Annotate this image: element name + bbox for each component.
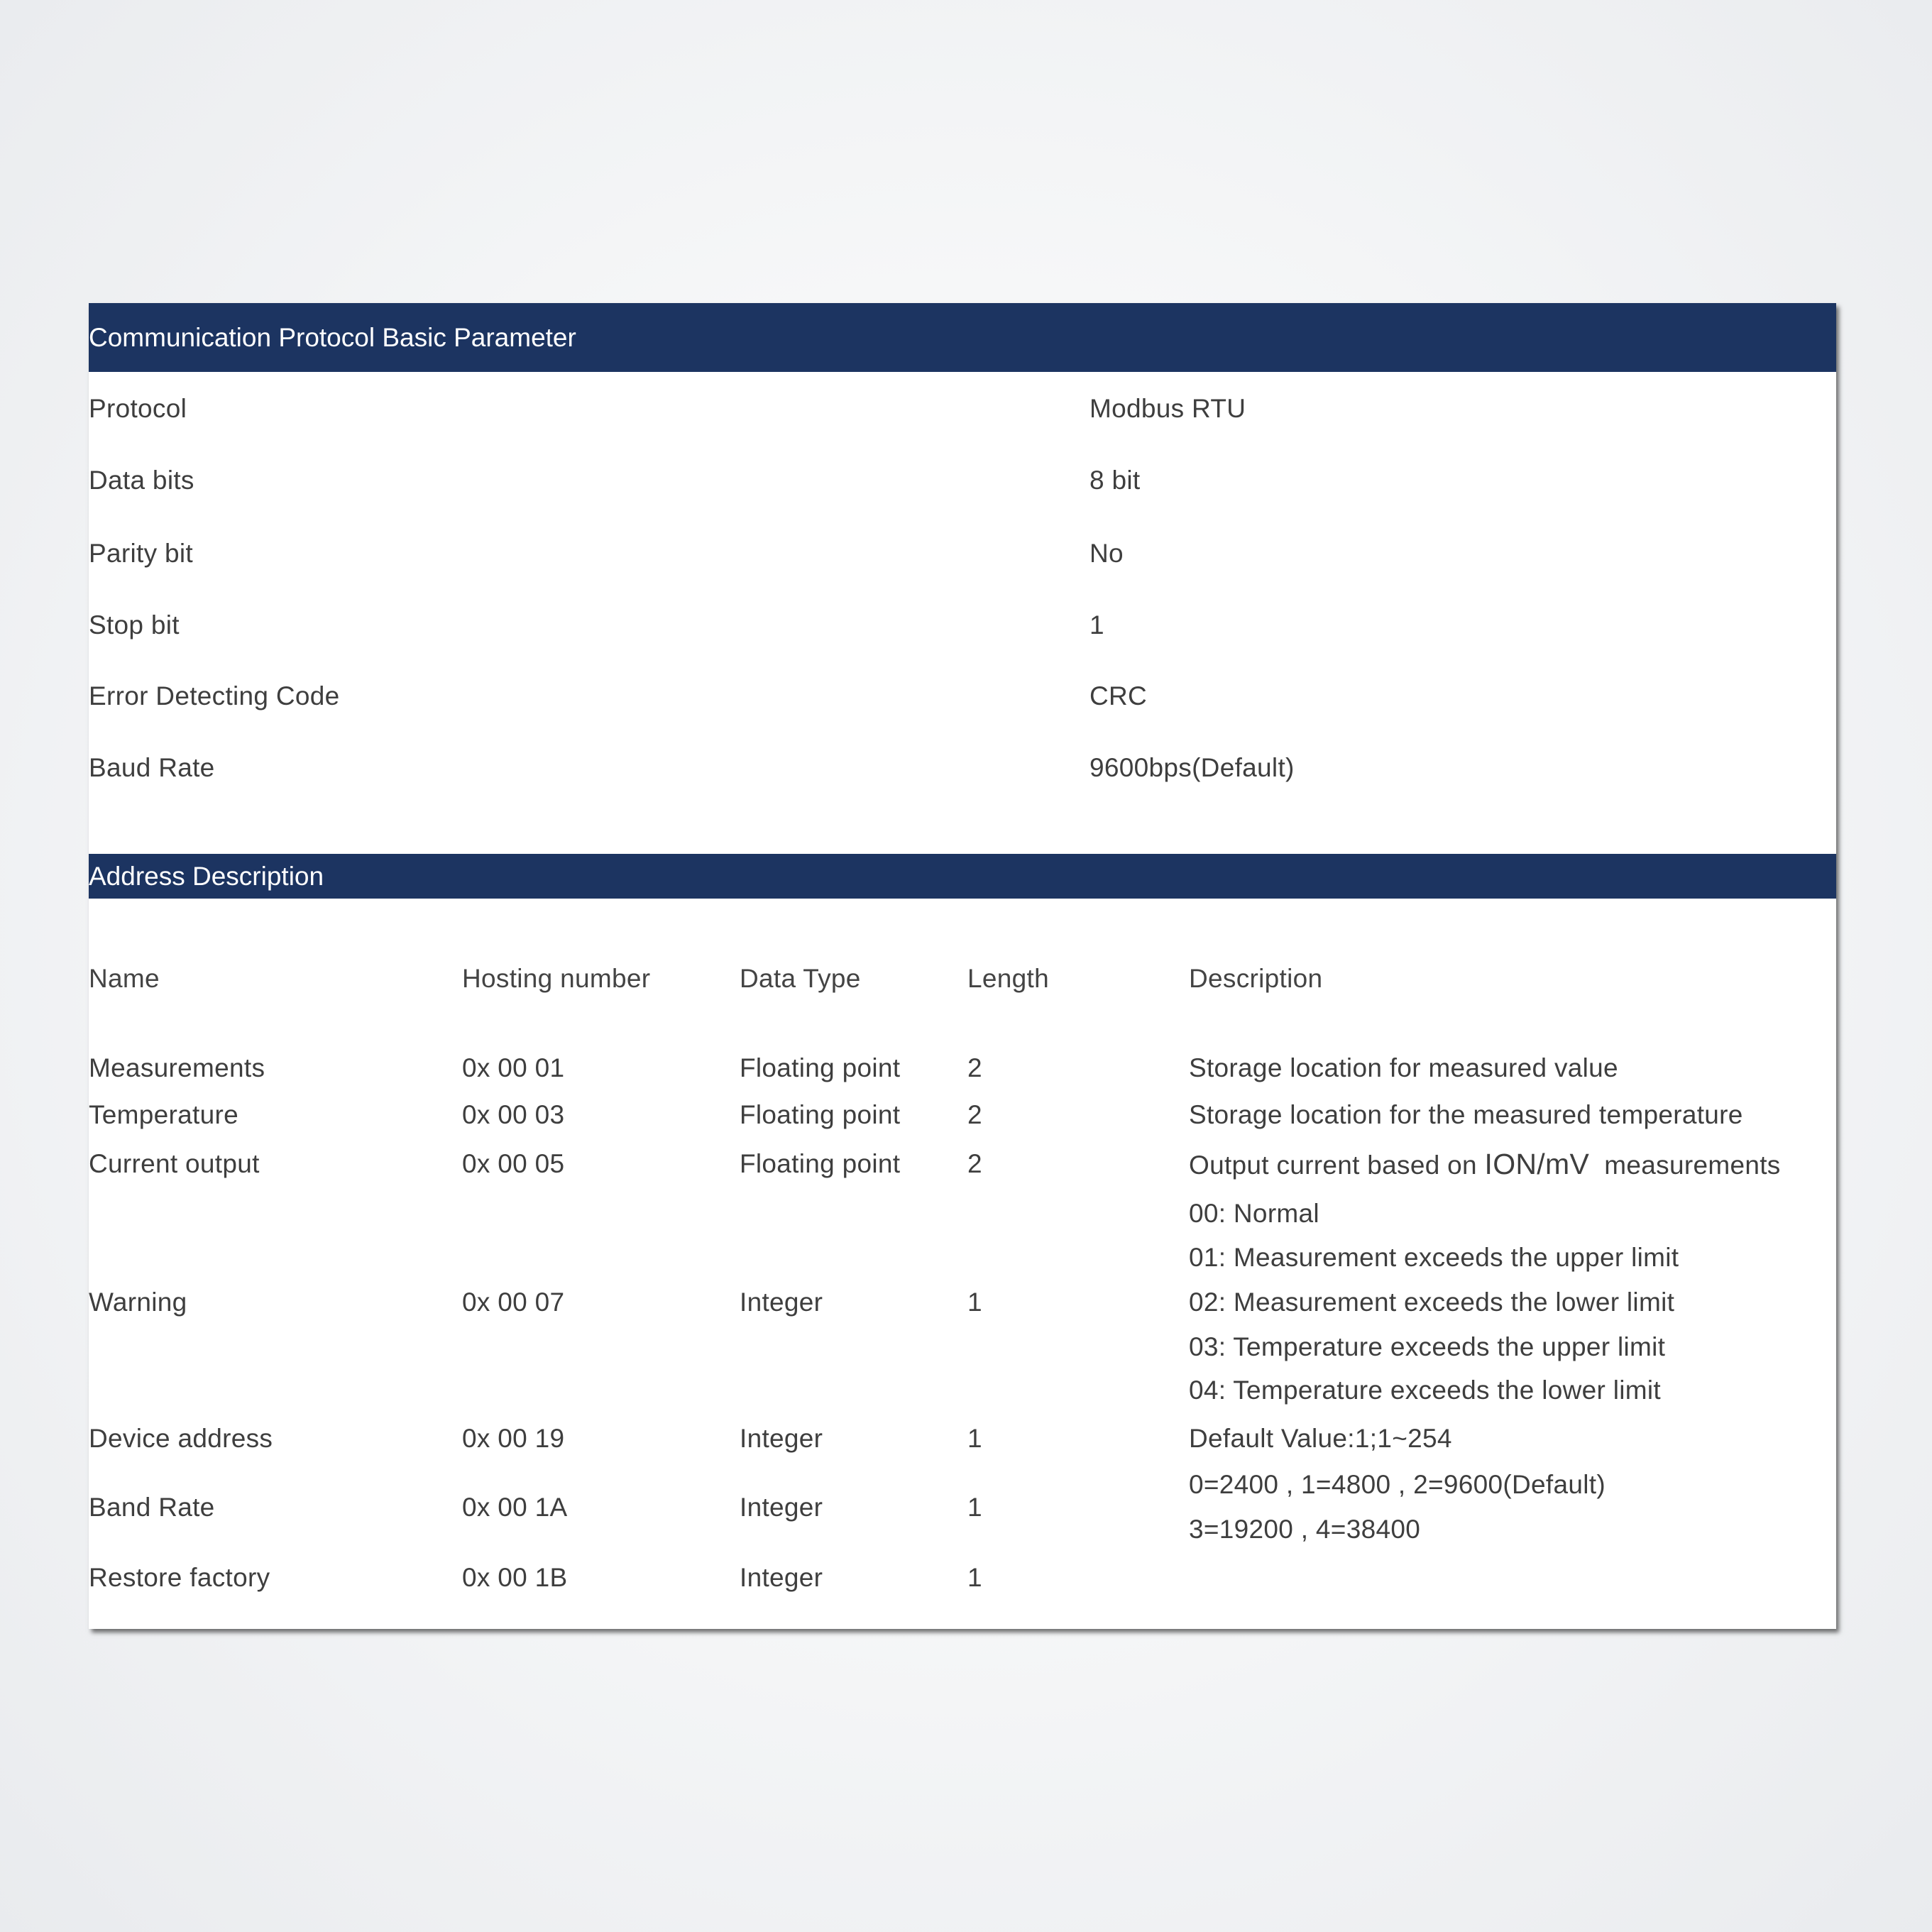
- address-description-title: Address Description: [89, 861, 324, 891]
- basic-label-protocol: Protocol: [89, 394, 187, 423]
- row-device-address-description: Default Value:1;1~254: [1189, 1424, 1452, 1453]
- row-temperature-length: 2: [967, 1100, 982, 1129]
- row-temperature-description: Storage location for the measured temperature: [1189, 1100, 1743, 1129]
- current-output-description-unit: ION/mV: [1484, 1148, 1590, 1180]
- row-band-rate-type: Integer: [740, 1493, 823, 1522]
- basic-label-data-bits: Data bits: [89, 466, 194, 495]
- basic-value-parity-bit: No: [1090, 539, 1124, 568]
- row-warning-length: 1: [967, 1288, 982, 1317]
- column-header-name: Name: [89, 964, 160, 993]
- column-header-length: Length: [967, 964, 1049, 993]
- basic-value-baud-rate: 9600bps(Default): [1090, 753, 1295, 782]
- row-current-output-description: [1189, 1148, 1781, 1181]
- row-temperature-name: Temperature: [89, 1100, 239, 1129]
- row-current-output-type: Floating point: [740, 1149, 901, 1178]
- row-restore-factory-type: Integer: [740, 1563, 823, 1592]
- basic-parameter-header: [89, 303, 1836, 372]
- row-restore-factory-hosting: 0x 00 1B: [462, 1563, 568, 1592]
- row-measurements-description: Storage location for measured value: [1189, 1053, 1618, 1082]
- basic-parameter-title: Communication Protocol Basic Parameter: [89, 322, 576, 352]
- basic-value-data-bits: 8 bit: [1090, 466, 1141, 495]
- row-band-rate-length: 1: [967, 1493, 982, 1522]
- band-rate-options-line-2: 3=19200 , 4=38400: [1189, 1515, 1421, 1544]
- row-restore-factory-name: Restore factory: [89, 1563, 270, 1592]
- row-device-address-name: Device address: [89, 1424, 273, 1453]
- row-warning-hosting: 0x 00 07: [462, 1288, 565, 1317]
- row-temperature-hosting: 0x 00 03: [462, 1100, 565, 1129]
- address-description-header: [89, 854, 1836, 899]
- basic-label-baud-rate: Baud Rate: [89, 753, 215, 782]
- row-band-rate-hosting: 0x 00 1A: [462, 1493, 568, 1522]
- band-rate-options-line-1: 0=2400 , 1=4800 , 2=9600(Default): [1189, 1470, 1606, 1499]
- row-current-output-name: Current output: [89, 1149, 260, 1178]
- row-restore-factory-length: 1: [967, 1563, 982, 1592]
- row-current-output-length: 2: [967, 1149, 982, 1178]
- warning-code-03: 03: Temperature exceeds the upper limit: [1189, 1332, 1666, 1361]
- row-measurements-name: Measurements: [89, 1053, 265, 1082]
- row-device-address-type: Integer: [740, 1424, 823, 1453]
- warning-code-00: 00: Normal: [1189, 1199, 1319, 1228]
- row-device-address-hosting: 0x 00 19: [462, 1424, 565, 1453]
- row-warning-type: Integer: [740, 1288, 823, 1317]
- basic-value-protocol: Modbus RTU: [1090, 394, 1246, 423]
- current-output-description-prefix: Output current based on: [1189, 1151, 1485, 1180]
- current-output-description-suffix: measurements: [1589, 1151, 1781, 1180]
- basic-value-stop-bit: 1: [1090, 610, 1104, 640]
- basic-value-error-code: CRC: [1090, 681, 1148, 710]
- basic-label-error-code: Error Detecting Code: [89, 681, 340, 710]
- column-header-hosting-number: Hosting number: [462, 964, 651, 993]
- column-header-description: Description: [1189, 964, 1323, 993]
- row-measurements-hosting: 0x 00 01: [462, 1053, 565, 1082]
- warning-code-01: 01: Measurement exceeds the upper limit: [1189, 1243, 1679, 1272]
- basic-label-parity-bit: Parity bit: [89, 539, 193, 568]
- row-current-output-hosting: 0x 00 05: [462, 1149, 565, 1178]
- warning-code-04: 04: Temperature exceeds the lower limit: [1189, 1376, 1661, 1405]
- row-measurements-length: 2: [967, 1053, 982, 1082]
- row-temperature-type: Floating point: [740, 1100, 901, 1129]
- basic-label-stop-bit: Stop bit: [89, 610, 180, 640]
- row-band-rate-name: Band Rate: [89, 1493, 215, 1522]
- row-warning-name: Warning: [89, 1288, 187, 1317]
- warning-code-02: 02: Measurement exceeds the lower limit: [1189, 1288, 1675, 1317]
- row-measurements-type: Floating point: [740, 1053, 901, 1082]
- row-device-address-length: 1: [967, 1424, 982, 1453]
- column-header-data-type: Data Type: [740, 964, 861, 993]
- parameter-card: [89, 303, 1836, 1629]
